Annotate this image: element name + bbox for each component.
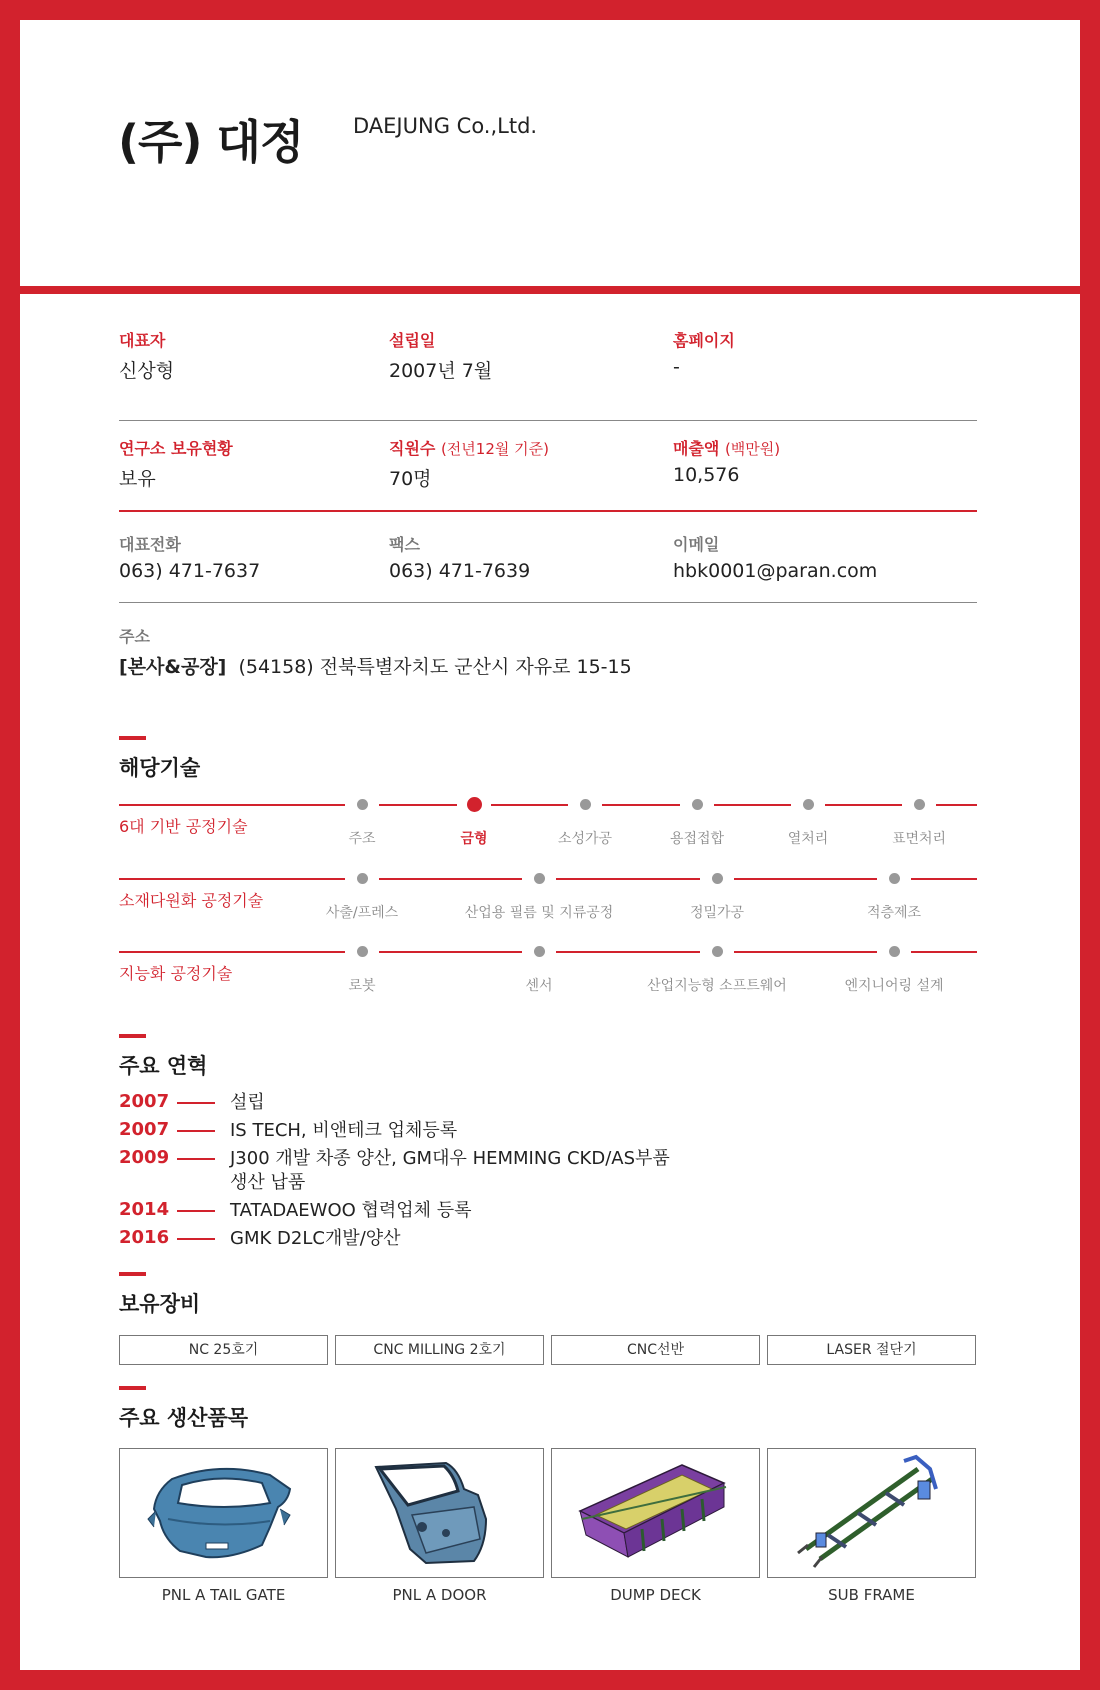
fax-label: 팩스 xyxy=(389,535,420,554)
tech-node xyxy=(662,872,772,922)
employees-label-sub: (전년12월 기준) xyxy=(440,440,549,458)
email-value[interactable]: hbk0001@paran.com xyxy=(673,560,878,582)
tech-node xyxy=(839,872,949,922)
phone-label: 대표전화 xyxy=(119,535,181,554)
history-dash xyxy=(177,1238,215,1240)
history-dash xyxy=(177,1210,215,1212)
history-event: 설립 xyxy=(230,1092,265,1113)
tech-item: 표면처리 xyxy=(891,831,947,847)
products-section-title: 주요 생산품목 xyxy=(119,1406,249,1430)
fax-value: 063) 471-7639 xyxy=(389,560,531,582)
tech-dot xyxy=(712,946,723,957)
tech-item: 산업용 필름 및 지류공정 xyxy=(464,905,614,921)
tech-item: 정밀가공 xyxy=(689,905,745,921)
tech-node xyxy=(307,872,417,922)
tech-dot xyxy=(534,946,545,957)
history-dash xyxy=(177,1130,215,1132)
tech-node xyxy=(647,945,787,995)
equipment-item: LASER 절단기 xyxy=(767,1335,976,1365)
tech-node xyxy=(307,945,417,995)
divider xyxy=(119,420,977,421)
section-marker xyxy=(119,1272,146,1276)
tech-row-base xyxy=(119,798,977,868)
section-marker xyxy=(119,1034,146,1038)
product-name: PNL A TAIL GATE xyxy=(161,1586,286,1604)
equipment-item: CNC선반 xyxy=(551,1335,760,1365)
founded-label: 설립일 xyxy=(389,331,436,350)
equipment-list xyxy=(119,1335,977,1367)
section-marker xyxy=(119,1386,146,1390)
equipment-section-title: 보유장비 xyxy=(119,1292,201,1316)
history-event-line: J300 개발 차종 양산, GM대우 HEMMING CKD/AS부품 xyxy=(230,1148,670,1169)
tech-item: 사출/프레스 xyxy=(325,905,399,921)
sales-label xyxy=(673,436,780,459)
tech-row-label: 지능화 공정기술 xyxy=(119,964,233,983)
tech-dot-highlight xyxy=(467,797,482,812)
tech-item-highlight: 금형 xyxy=(460,831,488,847)
tech-row-material xyxy=(119,872,977,942)
lab-value: 보유 xyxy=(119,468,156,490)
history-dash xyxy=(177,1102,215,1104)
history-section-title: 주요 연혁 xyxy=(119,1054,208,1078)
tech-item: 센서 xyxy=(525,978,553,994)
tech-node xyxy=(864,798,974,848)
address-label: 주소 xyxy=(119,627,150,646)
company-name-kr: (주) 대정 xyxy=(118,115,304,169)
product-name: DUMP DECK xyxy=(610,1586,701,1604)
address-tag: [본사&공장] xyxy=(119,656,227,678)
tech-node xyxy=(839,945,949,995)
history-event xyxy=(230,1147,790,1195)
tech-dot xyxy=(712,873,723,884)
history-year: 2009 xyxy=(119,1147,170,1168)
tech-item: 소성가공 xyxy=(557,831,613,847)
dump-deck-image xyxy=(551,1448,760,1578)
homepage-label: 홈페이지 xyxy=(673,331,735,350)
tech-row-smart xyxy=(119,945,977,1015)
tech-dot xyxy=(692,799,703,810)
product-name: PNL A DOOR xyxy=(392,1586,487,1604)
tech-dot xyxy=(580,799,591,810)
product-list xyxy=(119,1448,977,1613)
history-event: TATADAEWOO 협력업체 등록 xyxy=(230,1200,472,1221)
email-label: 이메일 xyxy=(673,535,720,554)
header-divider xyxy=(20,286,1080,294)
tail-gate-image xyxy=(119,1448,328,1578)
tech-dot xyxy=(357,946,368,957)
tech-node xyxy=(464,872,614,922)
equipment-item: CNC MILLING 2호기 xyxy=(335,1335,544,1365)
employees-label-main: 직원수 xyxy=(389,439,436,458)
history-year: 2016 xyxy=(119,1227,170,1248)
product-name: SUB FRAME xyxy=(828,1586,915,1604)
equipment-item: NC 25호기 xyxy=(119,1335,328,1365)
history-event-line: 생산 납품 xyxy=(230,1172,306,1193)
employees-label xyxy=(389,436,549,459)
tech-row-label: 6대 기반 공정기술 xyxy=(119,817,248,836)
sales-label-main: 매출액 xyxy=(673,439,720,458)
history-event: GMK D2LC개발/양산 xyxy=(230,1228,401,1249)
history-year: 2007 xyxy=(119,1119,170,1140)
divider xyxy=(119,602,977,603)
company-header xyxy=(20,20,1080,286)
history-dash xyxy=(177,1158,215,1160)
tech-dot xyxy=(534,873,545,884)
tech-item: 로봇 xyxy=(348,978,376,994)
door-image xyxy=(335,1448,544,1578)
tech-dot xyxy=(889,873,900,884)
tech-section-title: 해당기술 xyxy=(119,756,201,780)
phone-value: 063) 471-7637 xyxy=(119,560,261,582)
address-value xyxy=(119,652,632,679)
history-event: IS TECH, 비앤테크 업체등록 xyxy=(230,1120,458,1141)
history-year: 2007 xyxy=(119,1091,170,1112)
tech-item: 엔지니어링 설계 xyxy=(844,978,944,994)
tech-dot xyxy=(914,799,925,810)
lab-label: 연구소 보유현황 xyxy=(119,439,233,458)
tech-dot xyxy=(803,799,814,810)
tech-node xyxy=(484,945,594,995)
tech-item: 산업지능형 소프트웨어 xyxy=(647,978,787,994)
company-name-en: DAEJUNG Co.,Ltd. xyxy=(353,114,538,138)
ceo-value: 신상형 xyxy=(119,360,175,382)
homepage-value[interactable]: - xyxy=(673,356,680,378)
employees-value: 70명 xyxy=(389,468,432,490)
section-marker xyxy=(119,736,146,740)
tech-dot xyxy=(889,946,900,957)
tech-item: 적층제조 xyxy=(866,905,922,921)
tech-item: 열처리 xyxy=(787,831,829,847)
sales-value: 10,576 xyxy=(673,464,740,486)
sub-frame-image xyxy=(767,1448,976,1578)
tech-item: 주조 xyxy=(348,831,376,847)
divider xyxy=(119,510,977,512)
history-year: 2014 xyxy=(119,1199,170,1220)
tech-row-label: 소재다원화 공정기술 xyxy=(119,891,264,910)
founded-value: 2007년 7월 xyxy=(389,360,493,382)
tech-item: 용접접합 xyxy=(669,831,725,847)
tech-dot xyxy=(357,799,368,810)
address-text: (54158) 전북특별자치도 군산시 자유로 15-15 xyxy=(238,656,632,678)
ceo-label: 대표자 xyxy=(119,331,166,350)
sales-label-sub: (백만원) xyxy=(724,440,781,458)
tech-dot xyxy=(357,873,368,884)
